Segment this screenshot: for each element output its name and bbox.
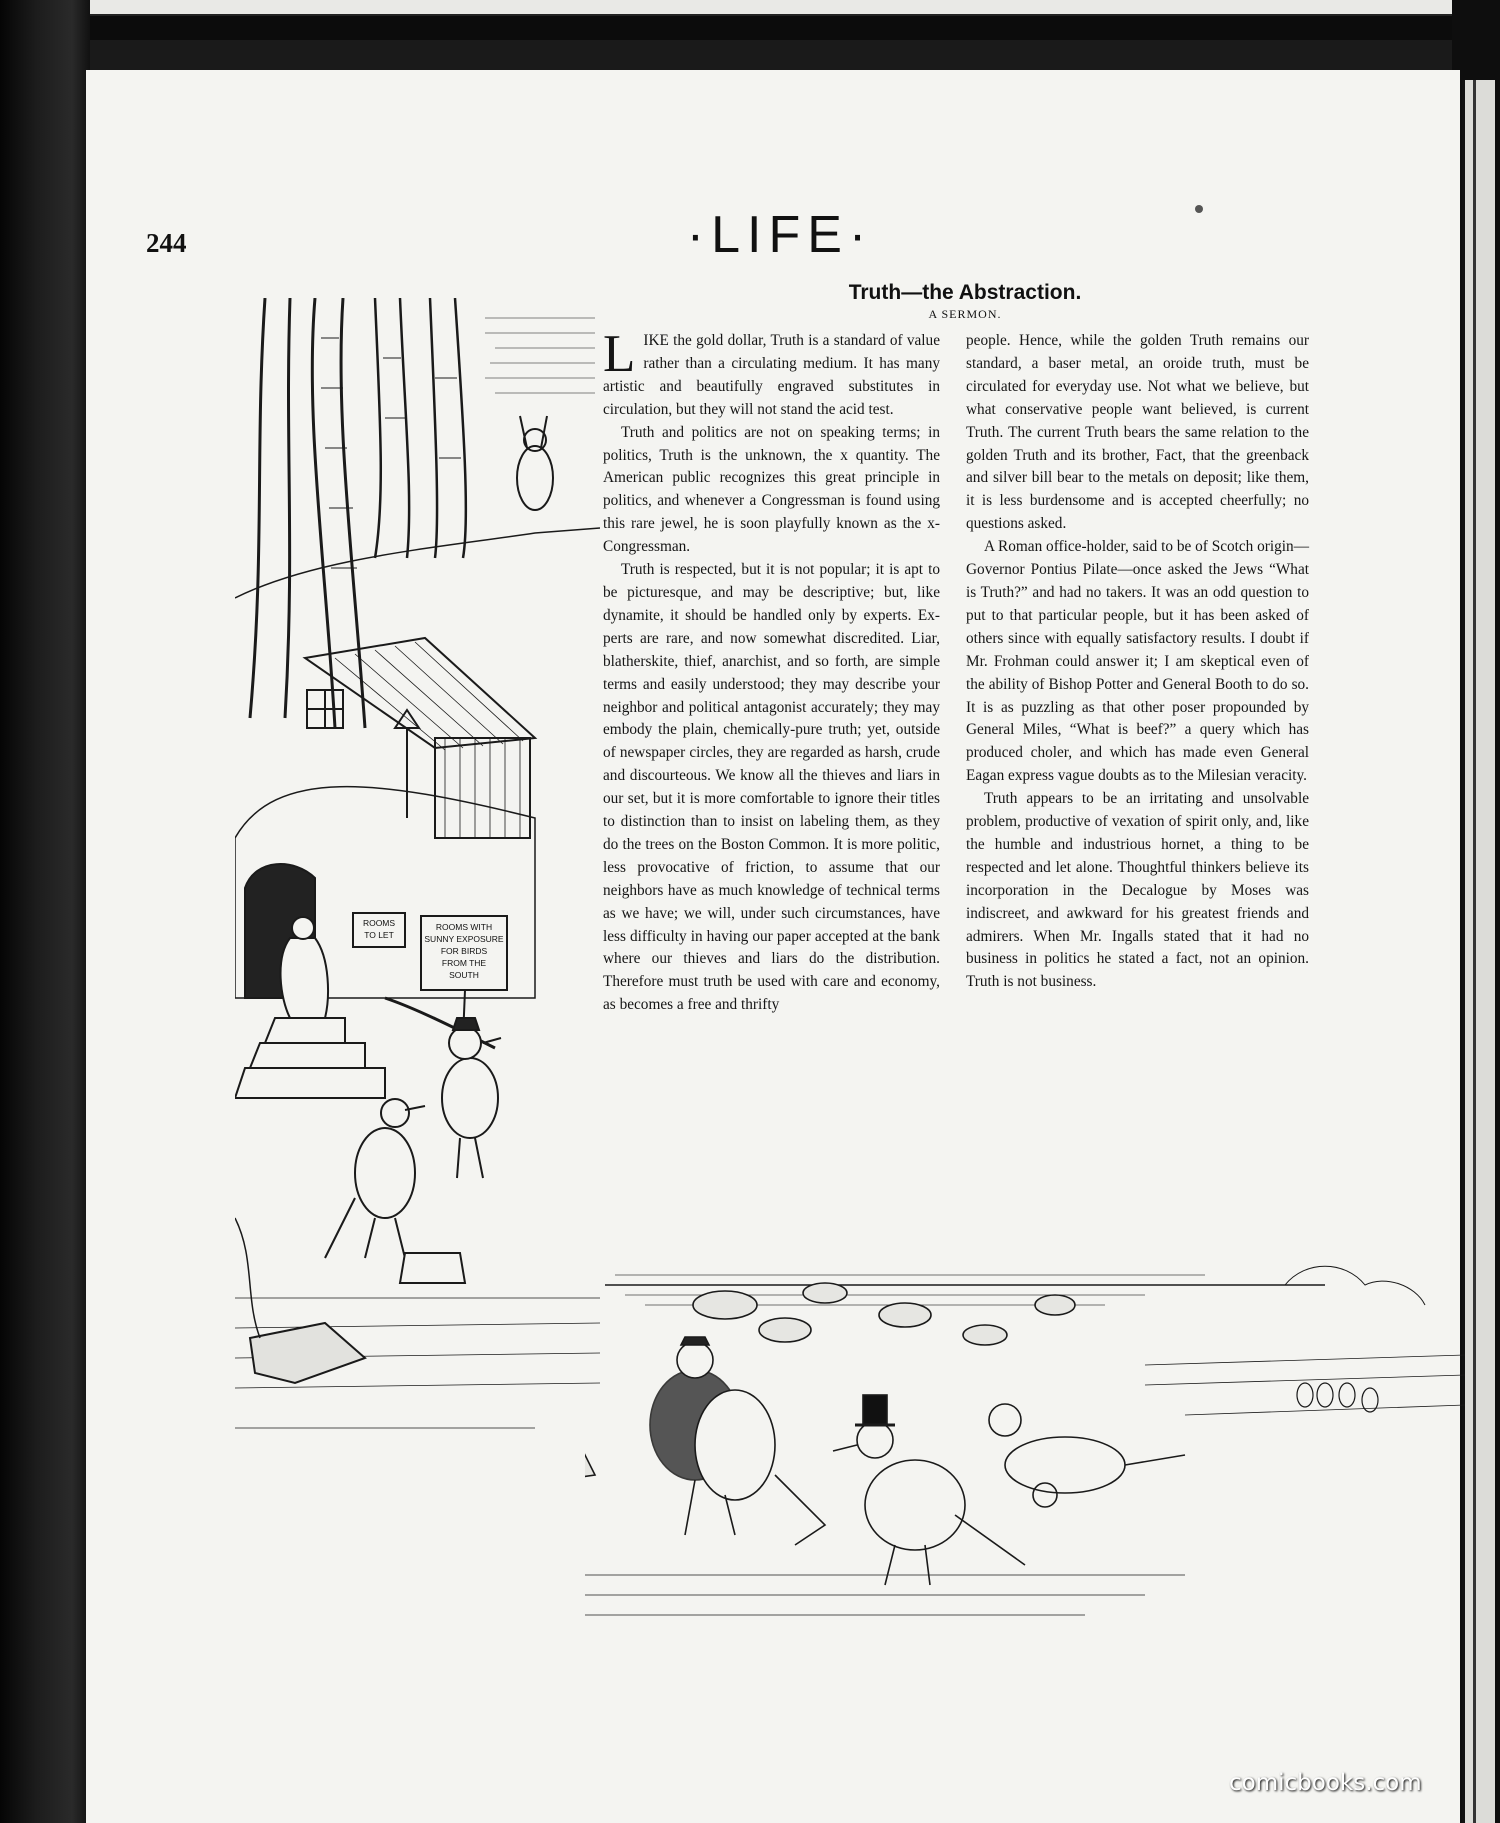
scan-speck	[1195, 205, 1203, 213]
drop-cap: L	[603, 325, 636, 383]
sign-text: ROOMS	[362, 918, 396, 928]
paragraph: Truth is respected, but it is not popular; it is apt to be picturesque, and may be descriptive; but, like dynamite, it should be handled only by experts. Experts are rare, and now somewhat discredited. Liar, blatherskite, thief, anarchist, and so forth, are simple terms and easily understood; they may describe your neighbor and political antagonist accurately; they may embody the plain, chemically-pure truth; yet, outside of newspaper circles, they are regarded as harsh, crude and discourteous. We know all the thieves and liars in our set, but it is more comfortable to ignore their titles to distinction than to insist on labeling them, as they do the trees on the Boston Common. It is more politic, less provocative of friction, to assume that our neighbors have as much knowledge of technical terms as we have; we will, under such circumstances, have less difficulty in having our paper accepted at the bank where our thieves and liars do the distribution. Therefore must truth be used with care and economy, as becomes a free and thrifty	[603, 561, 940, 1014]
text-column-right	[966, 330, 1309, 994]
sign-text: SOUTH	[449, 970, 479, 980]
sign-text: FOR BIRDS	[440, 946, 488, 956]
masthead-life: ·LIFE·	[686, 206, 874, 264]
sign-text: TO LET	[364, 930, 394, 940]
sign-text: SUNNY EXPOSURE	[424, 934, 504, 944]
previous-page-edge	[70, 0, 1480, 16]
paragraph: A Roman office-holder, said to be of Scotch origin—Governor Pontius Pilate—once asked the Jews “What is Truth?” and had no takers. It was an odd question to put to that particular people, but it has been asked of others since with equally satisfactory results. I doubt if Mr. Frohman could answer it; I am skeptical even of the ability of Bishop Potter and General Booth to do so. It is as puzzling as that other poser propounded by General Miles, “What is beef?” a query which has produced choler, and which has made even General Eagan express vague doubts as to the Milesian veracity.	[966, 538, 1309, 785]
paragraph	[603, 325, 940, 422]
watermark: comicbooks.com	[1229, 1770, 1422, 1796]
illustration-shore-birds	[585, 1245, 1465, 1630]
text-column-left	[603, 325, 940, 1017]
scan-border-left	[0, 0, 90, 1823]
sign-text: ROOMS WITH	[435, 922, 493, 932]
article-subtitle: A SERMON.	[928, 307, 1002, 321]
article-title: Truth—the Abstraction.	[848, 281, 1082, 304]
binding-edge	[1462, 80, 1495, 1823]
paragraph: people. Hence, while the golden Truth remains our standard, a baser metal, an oroide truth, must be circulated for everyday use. Not what we believe, but what conservative people want believed, is current Truth. The current Truth bears the same relation to the golden Truth and its brother, Fact, that the greenback and silver bill bear to the metals on deposit; like them, it is less burdensome and is accepted cheerfully; no questions asked.	[966, 332, 1309, 533]
paragraph: Truth and politics are not on speaking terms; in politics, Truth is the unknown, the x quantity. The American public recognizes this great principle in politics, and whenever a Congressman is found using this rare jewel, he is soon playfully known as the x-Congressman.	[603, 423, 940, 556]
illustration-forest-house	[235, 298, 600, 1548]
paragraph-text: IKE the gold dollar, Truth is a standard of value rather than a circulating medium. It has many artistic and beautifully engraved substitutes in circulation, but they will not stand the acid test.	[603, 332, 940, 418]
sign-text: FROM THE	[441, 958, 487, 968]
paragraph: Truth appears to be an irritating and unsolvable problem, productive of vexation of spirit only, and, like the humble and industrious hornet, a thing to be respected and let alone. Thoughtful thinkers believe its incorporation in the Decalogue by Moses was indiscreet, and awkward for his greatest friends and admirers. When Mr. Ingalls stated that it had no business in politics he stated a fact, not an opinion. Truth is not business.	[966, 790, 1309, 991]
page-number: 244	[146, 228, 187, 258]
